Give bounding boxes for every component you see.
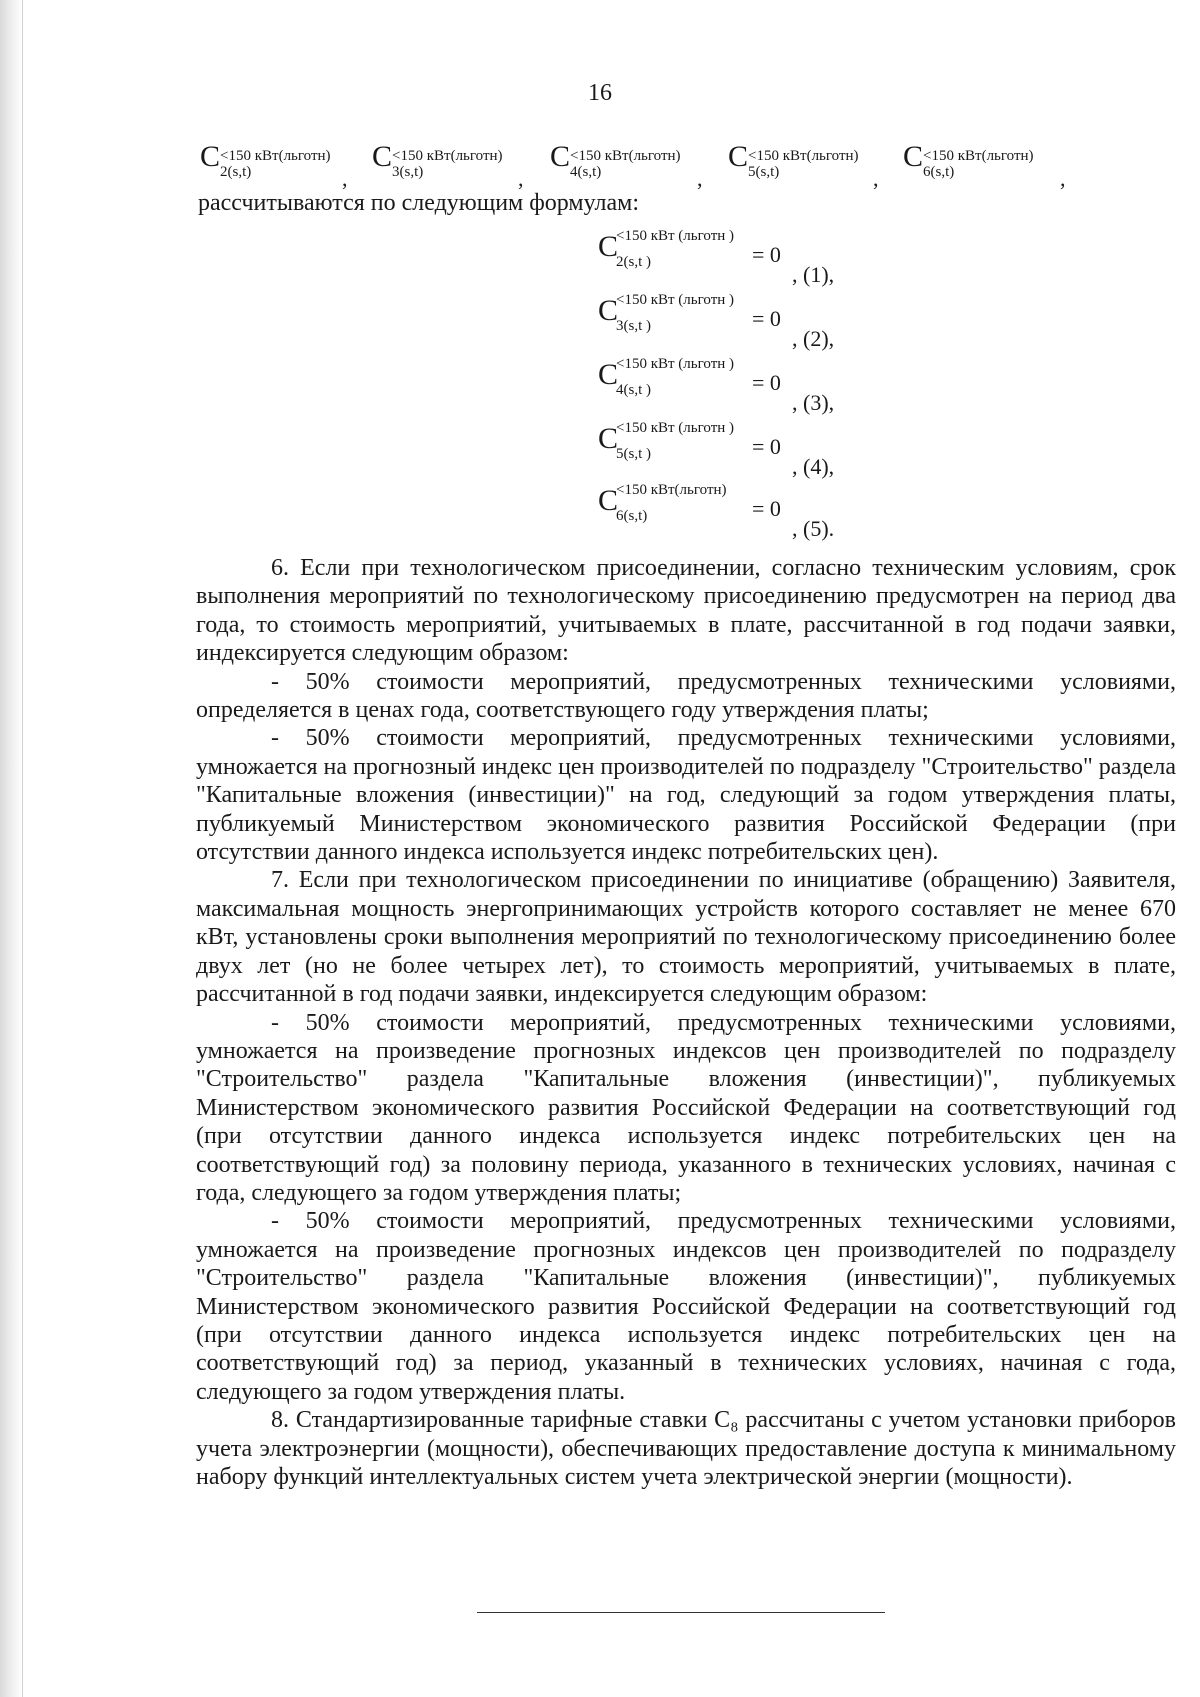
formula-symbol: C bbox=[598, 422, 619, 455]
formula-rhs: = 0 bbox=[752, 370, 781, 395]
formula-rhs: = 0 bbox=[752, 496, 781, 521]
variable-sup: <150 кВт(льготн) bbox=[570, 148, 681, 165]
formula-symbol: C bbox=[598, 358, 619, 391]
variable-list bbox=[200, 140, 1100, 190]
variable-c4 bbox=[550, 140, 681, 181]
formula-1 bbox=[598, 228, 835, 287]
formula-number: , (5). bbox=[792, 516, 835, 541]
formula-sub: 4(s,t ) bbox=[616, 382, 651, 398]
formula-3 bbox=[598, 356, 835, 415]
formula-number: , (2), bbox=[792, 326, 835, 351]
formula-5 bbox=[598, 482, 835, 541]
separator: , bbox=[873, 166, 879, 191]
variable-symbol: C bbox=[200, 140, 221, 173]
formula-number: , (4), bbox=[792, 454, 835, 479]
separator: , bbox=[1060, 166, 1066, 191]
body-text bbox=[196, 554, 1176, 1491]
paragraph-8: 8. Стандартизированные тарифные ставки С₈ рассчитаны с учетом установки приборов учета электроэнергии (мощности), обеспечивающих предоставление доступа к минимальному набору функций интеллектуальных систем учета электрической энергии (мощности). bbox=[196, 1407, 1176, 1490]
separator: , bbox=[342, 166, 348, 191]
variable-symbol: C bbox=[372, 140, 393, 173]
formula-sub: 5(s,t ) bbox=[616, 446, 651, 462]
paragraph-7: 7. Если при технологическом присоединении по инициативе (обращению) Заявителя, максимальная мощность энергопринимающих устройств которого составляет не менее 670 кВт, установлены сроки выполнения мероприятий по технологическому присоединению более двух лет (но не более четырех лет), то стоимость мероприятий, учитываемых в плате, рассчитанной в год подачи заявки, индексируется следующим образом: bbox=[196, 867, 1176, 1008]
formula-sub: 3(s,t ) bbox=[616, 318, 651, 334]
variable-symbol: C bbox=[728, 140, 749, 173]
paragraph-6: 6. Если при технологическом присоединении, согласно техническим условиям, срок выполнения мероприятий по технологическому присоединению предусмотрен на период два года, то стоимость мероприятий, учитываемых в плате, рассчитанной в год подачи заявки, индексируется следующим образом: bbox=[196, 555, 1176, 667]
variable-sub: 4(s,t) bbox=[570, 164, 602, 180]
scan-edge-line bbox=[22, 0, 23, 1697]
variable-sup: <150 кВт(льготн) bbox=[220, 148, 331, 165]
formula-rhs: = 0 bbox=[752, 242, 781, 267]
variable-sup: <150 кВт(льготн) bbox=[923, 148, 1034, 165]
formula-rhs: = 0 bbox=[752, 306, 781, 331]
variable-c6 bbox=[903, 140, 1034, 181]
variable-sup: <150 кВт(льготн) bbox=[748, 148, 859, 165]
formulas-intro: рассчитываются по следующим формулам: bbox=[198, 190, 640, 216]
separator: , bbox=[518, 166, 524, 191]
separator: , bbox=[697, 166, 703, 191]
formula-rhs: = 0 bbox=[752, 434, 781, 459]
variable-c5 bbox=[728, 140, 859, 181]
variable-sup: <150 кВт(льготн) bbox=[392, 148, 503, 165]
paragraph-6-item-1: - 50% стоимости мероприятий, предусмотренных техническими условиями, определяется в ценах года, соответствующего году утверждения платы; bbox=[196, 668, 1176, 724]
formula-number: , (3), bbox=[792, 390, 835, 415]
paragraph-6-item-2: - 50% стоимости мероприятий, предусмотренных техническими условиями, умножается на прогнозный индекс цен производителей по подразделу "Строительство" раздела "Капитальные вложения (инвестиции)" на год, следующий за годом утверждения платы, публикуемый Министерством экономического развития Российской Федерации (при отсутствии данного индекса используется индекс потребительских цен). bbox=[196, 725, 1176, 866]
formula-sup: <150 кВт (льготн ) bbox=[616, 228, 735, 244]
variable-sub: 3(s,t) bbox=[392, 164, 424, 180]
formula-4 bbox=[598, 420, 835, 479]
variable-c3 bbox=[372, 140, 503, 181]
variable-sub: 2(s,t) bbox=[220, 164, 252, 180]
variable-c2 bbox=[200, 140, 331, 181]
paragraph-7-item-1: - 50% стоимости мероприятий, предусмотренных техническими условиями, умножается на произведение прогнозных индексов цен производителей по подразделу "Строительство" раздела "Капитальные вложения (инвестиции)", публикуемых Министерством экономического развития Российской Федерации на соответствующий год (при отсутствии данного индекса используется индекс потребительских цен на соответствующий год) за половину периода, указанного в технических условиях, начиная с года, следующего за годом утверждения платы; bbox=[196, 1009, 1176, 1206]
formula-symbol: C bbox=[598, 230, 619, 263]
page-number: 16 bbox=[588, 80, 612, 106]
variable-symbol: C bbox=[550, 140, 571, 173]
formula-symbol: C bbox=[598, 294, 619, 327]
end-rule bbox=[477, 1612, 885, 1613]
variable-symbol: C bbox=[903, 140, 924, 173]
formula-number: , (1), bbox=[792, 262, 835, 287]
formula-sup: <150 кВт (льготн ) bbox=[616, 420, 735, 436]
formula-sup: <150 кВт (льготн ) bbox=[616, 356, 735, 372]
formula-2 bbox=[598, 292, 835, 351]
formula-sub: 2(s,t ) bbox=[616, 254, 651, 270]
paragraph-7-item-2: - 50% стоимости мероприятий, предусмотренных техническими условиями, умножается на произведение прогнозных индексов цен производителей по подразделу "Строительство" раздела "Капитальные вложения (инвестиции)", публикуемых Министерством экономического развития Российской Федерации на соответствующий год (при отсутствии данного индекса используется индекс потребительских цен на соответствующий год) за период, указанный в технических условиях, начиная с года, следующего за годом утверждения платы. bbox=[196, 1208, 1176, 1405]
variable-sub: 5(s,t) bbox=[748, 164, 780, 180]
formula-sup: <150 кВт (льготн ) bbox=[616, 292, 735, 308]
formula-sup: <150 кВт(льготн) bbox=[616, 482, 727, 498]
formula-symbol: C bbox=[598, 484, 619, 517]
variable-sub: 6(s,t) bbox=[923, 164, 955, 180]
scan-edge-shadow bbox=[0, 0, 22, 1697]
formula-sub: 6(s,t) bbox=[616, 508, 648, 524]
